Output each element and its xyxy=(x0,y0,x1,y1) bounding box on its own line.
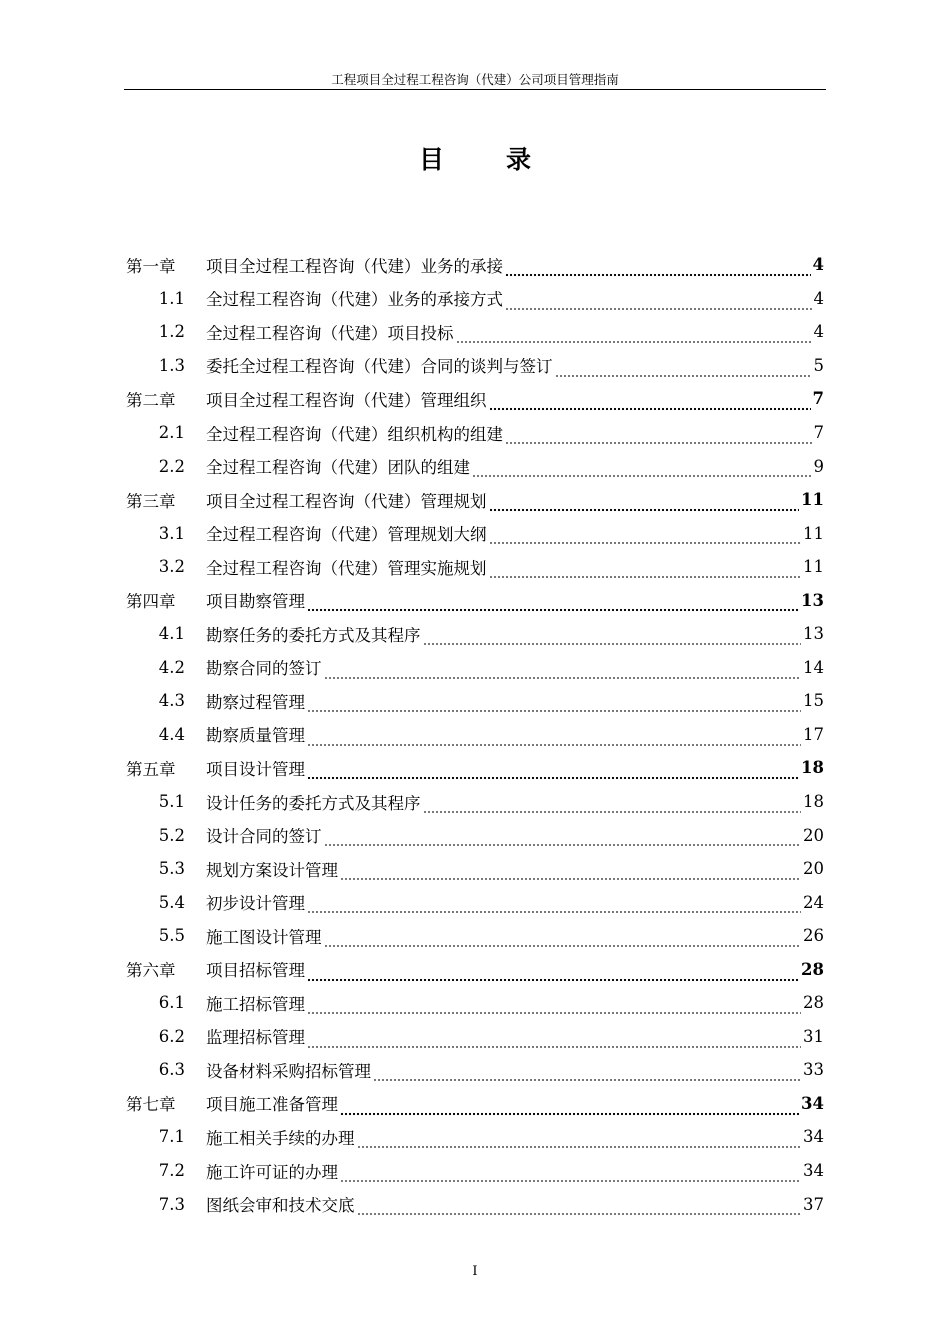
toc-entry-page: 14 xyxy=(803,657,824,677)
toc-entry-number: 第七章 xyxy=(126,1095,176,1115)
toc-entry-title: 图纸会审和技术交底 xyxy=(206,1196,355,1216)
toc-dot-leader xyxy=(357,1133,802,1150)
toc-entry-page: 34 xyxy=(803,1127,824,1147)
toc-entry-page: 9 xyxy=(813,456,824,476)
toc-entry-page: 4 xyxy=(813,288,824,308)
toc-entry-title: 规划方案设计管理 xyxy=(206,860,338,880)
toc-dot-leader xyxy=(489,495,800,512)
toc-entry-page: 5 xyxy=(813,355,824,375)
toc-entry-page: 34 xyxy=(801,1093,824,1113)
toc-entry-page: 7 xyxy=(812,389,824,409)
toc-entry-title: 项目勘察管理 xyxy=(206,592,305,612)
toc-entry-title: 施工图设计管理 xyxy=(206,927,322,947)
toc-entry-page: 15 xyxy=(803,691,824,711)
toc-entry-title: 勘察任务的委托方式及其程序 xyxy=(206,625,421,645)
toc-entry-page: 7 xyxy=(813,423,824,442)
toc-entry-number: 1.3 xyxy=(158,355,185,375)
toc-entry-title: 项目全过程工程咨询（代建）管理规划 xyxy=(206,491,487,511)
toc-entry-number: 3.2 xyxy=(158,557,185,577)
toc-section-entry[interactable] xyxy=(126,315,824,349)
toc-entry-page: 11 xyxy=(801,490,824,510)
toc-entry-page: 18 xyxy=(803,792,824,812)
toc-dot-leader xyxy=(423,630,802,647)
toc-entry-title: 勘察质量管理 xyxy=(206,726,305,746)
toc-section-entry[interactable] xyxy=(126,550,824,584)
toc-dot-leader xyxy=(307,596,799,613)
toc-entry-page: 17 xyxy=(803,724,824,744)
toc-entry-title: 监理招标管理 xyxy=(206,1028,305,1048)
toc-entry-number: 第四章 xyxy=(126,592,176,612)
toc-section-entry[interactable] xyxy=(126,416,824,450)
toc-entry-page: 26 xyxy=(803,926,824,946)
toc-entry-title: 设备材料采购招标管理 xyxy=(206,1061,371,1081)
toc-section-entry[interactable] xyxy=(126,919,824,953)
toc-entry-number: 5.3 xyxy=(158,859,185,879)
toc-entry-title: 全过程工程咨询（代建）团队的组建 xyxy=(206,458,470,478)
toc-dot-leader xyxy=(505,261,811,278)
toc-entry-page: 20 xyxy=(803,825,824,845)
toc-entry-number: 4.2 xyxy=(158,657,185,677)
toc-entry-page: 18 xyxy=(801,758,824,778)
toc-section-entry[interactable] xyxy=(126,818,824,852)
toc-entry-number: 5.2 xyxy=(158,825,185,845)
toc-section-entry[interactable] xyxy=(126,651,824,685)
toc-entry-title: 项目施工准备管理 xyxy=(206,1095,338,1115)
toc-entry-title: 项目招标管理 xyxy=(206,961,305,981)
toc-entry-number: 第三章 xyxy=(126,491,176,511)
toc-entry-page: 37 xyxy=(803,1194,824,1214)
toc-dot-leader xyxy=(307,764,799,781)
toc-entry-page: 13 xyxy=(801,590,824,610)
toc-entry-page: 11 xyxy=(803,557,824,577)
toc-entry-number: 4.1 xyxy=(158,624,185,644)
toc-entry-number: 2.1 xyxy=(158,423,185,442)
toc-entry-title: 勘察过程管理 xyxy=(206,692,305,712)
toc-entry-number: 3.1 xyxy=(158,523,185,543)
toc-entry-page: 20 xyxy=(803,859,824,879)
toc-chapter-entry[interactable] xyxy=(126,751,824,785)
toc-entry-title: 设计任务的委托方式及其程序 xyxy=(206,793,421,813)
toc-entry-page: 28 xyxy=(803,993,824,1013)
toc-entry-page: 11 xyxy=(803,523,824,543)
toc-chapter-entry[interactable] xyxy=(126,583,824,617)
toc-entry-number: 1.1 xyxy=(158,288,185,308)
toc-entry-number: 第六章 xyxy=(126,961,176,981)
toc-dot-leader xyxy=(489,529,802,546)
toc-entry-title: 项目设计管理 xyxy=(206,759,305,779)
toc-entry-number: 7.3 xyxy=(158,1194,185,1214)
toc-entry-title: 勘察合同的签订 xyxy=(206,659,322,679)
toc-dot-leader xyxy=(489,395,811,412)
toc-dot-leader xyxy=(489,562,802,579)
page-number: I xyxy=(472,1264,478,1279)
toc-section-entry[interactable] xyxy=(126,449,824,483)
toc-entry-number: 4.4 xyxy=(158,724,185,744)
toc-entry-number: 6.1 xyxy=(158,993,185,1013)
toc-entry-number: 5.5 xyxy=(158,926,185,946)
toc-chapter-entry[interactable] xyxy=(126,382,824,416)
toc-chapter-entry[interactable] xyxy=(126,248,824,282)
toc-entry-number: 7.2 xyxy=(158,1161,185,1181)
toc-dot-leader xyxy=(423,797,802,814)
toc-section-entry[interactable] xyxy=(126,785,824,819)
toc-entry-page: 31 xyxy=(803,1026,824,1046)
toc-entry-title: 施工招标管理 xyxy=(206,994,305,1014)
toc-entry-title: 项目全过程工程咨询（代建）管理组织 xyxy=(206,390,487,410)
toc-entry-title: 项目全过程工程咨询（代建）业务的承接 xyxy=(206,256,503,276)
toc-entry-title: 施工相关手续的办理 xyxy=(206,1128,355,1148)
toc-chapter-entry[interactable] xyxy=(126,1087,824,1121)
toc-dot-leader xyxy=(324,663,802,680)
toc-dot-leader xyxy=(505,428,812,445)
toc-entry-title: 委托全过程工程咨询（代建）合同的谈判与签订 xyxy=(206,357,553,377)
toc-entry-number: 1.2 xyxy=(158,322,185,342)
toc-entry-number: 6.3 xyxy=(158,1060,185,1080)
toc-chapter-entry[interactable] xyxy=(126,483,824,517)
toc-section-entry[interactable] xyxy=(126,852,824,886)
toc-section-entry[interactable] xyxy=(126,1187,824,1221)
toc-entry-title: 全过程工程咨询（代建）组织机构的组建 xyxy=(206,424,503,444)
toc-entry-title: 设计合同的签订 xyxy=(206,827,322,847)
toc-dot-leader xyxy=(373,1066,801,1083)
toc-dot-leader xyxy=(555,361,812,378)
table-of-contents xyxy=(126,248,824,1221)
toc-dot-leader xyxy=(456,328,812,345)
toc-section-entry[interactable] xyxy=(126,718,824,752)
toc-chapter-entry[interactable] xyxy=(126,952,824,986)
toc-entry-number: 6.2 xyxy=(158,1026,185,1046)
header-rule xyxy=(124,89,826,90)
toc-entry-page: 33 xyxy=(803,1060,824,1080)
toc-entry-number: 7.1 xyxy=(158,1127,185,1147)
toc-entry-page: 13 xyxy=(803,624,824,644)
toc-entry-title: 全过程工程咨询（代建）项目投标 xyxy=(206,323,454,343)
toc-entry-number: 第二章 xyxy=(126,390,176,410)
toc-dot-leader xyxy=(307,898,801,915)
toc-entry-title: 全过程工程咨询（代建）管理实施规划 xyxy=(206,558,487,578)
toc-entry-number: 第五章 xyxy=(126,759,176,779)
toc-section-entry[interactable] xyxy=(126,1053,824,1087)
toc-section-entry[interactable] xyxy=(126,1020,824,1054)
toc-section-entry[interactable] xyxy=(126,1120,824,1154)
toc-dot-leader xyxy=(307,730,801,747)
toc-entry-page: 4 xyxy=(813,322,824,342)
toc-entry-number: 第一章 xyxy=(126,256,176,276)
toc-entry-page: 4 xyxy=(812,255,824,275)
toc-entry-number: 5.1 xyxy=(158,792,185,812)
toc-dot-leader xyxy=(505,294,812,311)
toc-entry-title: 初步设计管理 xyxy=(206,894,305,914)
toc-section-entry[interactable] xyxy=(126,885,824,919)
toc-dot-leader xyxy=(324,831,802,848)
toc-dot-leader xyxy=(340,1166,801,1183)
toc-section-entry[interactable] xyxy=(126,516,824,550)
toc-entry-number: 4.3 xyxy=(158,691,185,711)
toc-entry-title: 全过程工程咨询（代建）管理规划大纲 xyxy=(206,525,487,545)
toc-dot-leader xyxy=(307,999,801,1016)
toc-dot-leader xyxy=(307,1032,801,1049)
toc-dot-leader xyxy=(357,1200,802,1217)
toc-section-entry[interactable] xyxy=(126,349,824,383)
toc-dot-leader xyxy=(340,1099,799,1116)
running-header: 工程项目全过程工程咨询（代建）公司项目管理指南 xyxy=(331,72,619,87)
toc-entry-number: 5.4 xyxy=(158,892,185,912)
toc-section-entry[interactable] xyxy=(126,1154,824,1188)
toc-entry-number: 2.2 xyxy=(158,456,185,476)
toc-dot-leader xyxy=(340,864,801,881)
toc-entry-title: 全过程工程咨询（代建）业务的承接方式 xyxy=(206,290,503,310)
page-title: 目录 xyxy=(418,145,593,174)
toc-section-entry[interactable] xyxy=(126,617,824,651)
toc-dot-leader xyxy=(324,931,802,948)
toc-dot-leader xyxy=(307,697,801,714)
toc-entry-page: 28 xyxy=(801,959,824,979)
toc-section-entry[interactable] xyxy=(126,684,824,718)
toc-section-entry[interactable] xyxy=(126,282,824,316)
toc-section-entry[interactable] xyxy=(126,986,824,1020)
toc-entry-page: 24 xyxy=(803,892,824,912)
toc-entry-title: 施工许可证的办理 xyxy=(206,1162,338,1182)
toc-dot-leader xyxy=(307,965,799,982)
toc-entry-page: 34 xyxy=(803,1161,824,1181)
toc-dot-leader xyxy=(472,462,812,479)
